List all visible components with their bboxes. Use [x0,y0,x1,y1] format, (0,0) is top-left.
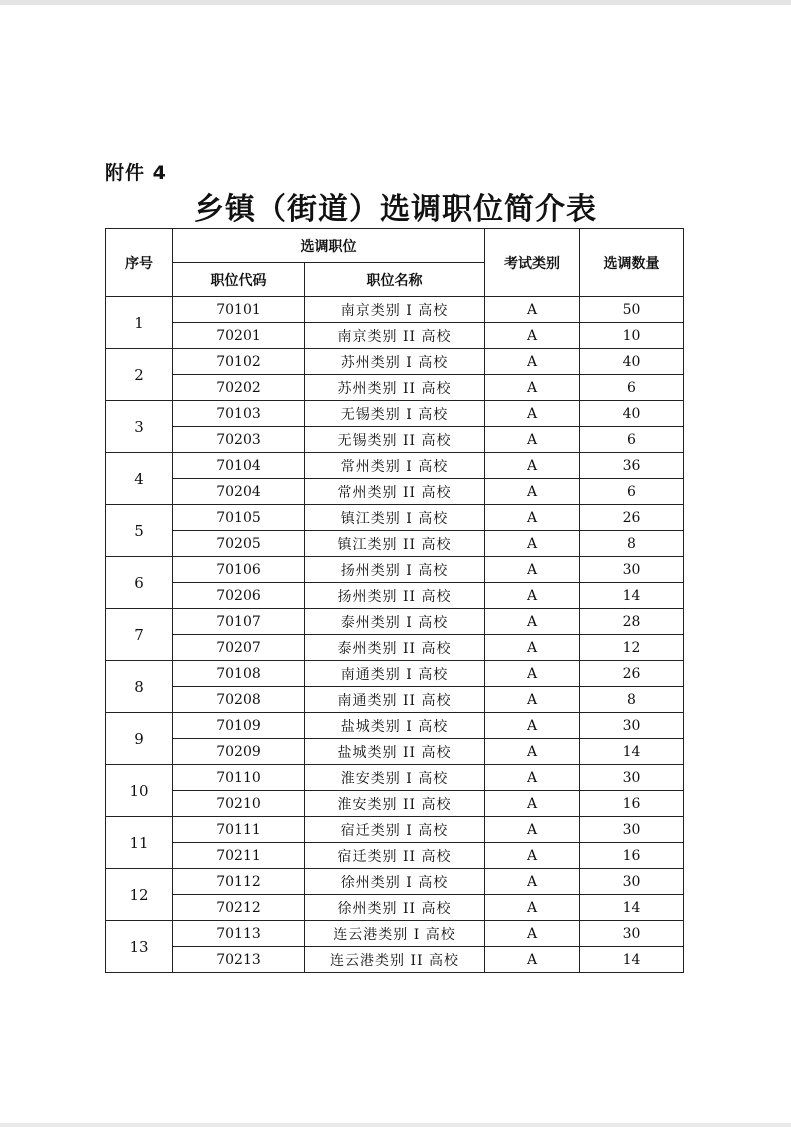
row-seq: 8 [106,661,173,713]
row-name: 苏州类别 II 高校 [305,375,485,401]
row-quota: 8 [580,531,684,557]
row-quota: 10 [580,323,684,349]
row-exam-type: A [485,401,580,427]
row-seq: 9 [106,713,173,765]
row-name: 连云港类别 II 高校 [305,947,485,973]
row-code: 70107 [173,609,305,635]
row-name: 南通类别 II 高校 [305,687,485,713]
row-quota: 14 [580,739,684,765]
row-quota: 36 [580,453,684,479]
row-quota: 30 [580,869,684,895]
row-code: 70210 [173,791,305,817]
table-body [106,297,684,973]
row-exam-type: A [485,921,580,947]
row-exam-type: A [485,687,580,713]
row-exam-type: A [485,427,580,453]
row-exam-type: A [485,843,580,869]
row-quota: 28 [580,609,684,635]
row-seq: 3 [106,401,173,453]
top-border [0,0,791,5]
row-name: 盐城类别 II 高校 [305,739,485,765]
header-quota: 选调数量 [580,229,684,297]
row-code: 70111 [173,817,305,843]
row-quota: 30 [580,713,684,739]
row-exam-type: A [485,297,580,323]
row-code: 70106 [173,557,305,583]
row-quota: 6 [580,479,684,505]
table-row [106,843,684,869]
row-exam-type: A [485,349,580,375]
header-exam-type: 考试类别 [485,229,580,297]
table-row [106,557,684,583]
row-quota: 16 [580,843,684,869]
row-code: 70104 [173,453,305,479]
row-code: 70109 [173,713,305,739]
row-name: 无锡类别 I 高校 [305,401,485,427]
table-row [106,687,684,713]
row-quota: 50 [580,297,684,323]
row-exam-type: A [485,947,580,973]
row-code: 70105 [173,505,305,531]
row-code: 70113 [173,921,305,947]
table-row [106,531,684,557]
row-quota: 14 [580,583,684,609]
table-row [106,791,684,817]
header-position-group: 选调职位 [173,229,485,263]
row-code: 70202 [173,375,305,401]
table-row [106,375,684,401]
row-quota: 14 [580,947,684,973]
table-row [106,921,684,947]
row-name: 无锡类别 II 高校 [305,427,485,453]
table-row [106,661,684,687]
table-row [106,895,684,921]
row-name: 盐城类别 I 高校 [305,713,485,739]
row-exam-type: A [485,557,580,583]
header-code: 职位代码 [173,263,305,297]
row-seq: 4 [106,453,173,505]
row-exam-type: A [485,661,580,687]
table-row [106,609,684,635]
row-name: 淮安类别 I 高校 [305,765,485,791]
row-quota: 40 [580,349,684,375]
row-exam-type: A [485,479,580,505]
table-row [106,453,684,479]
row-name: 苏州类别 I 高校 [305,349,485,375]
table-row [106,817,684,843]
row-name: 淮安类别 II 高校 [305,791,485,817]
page-title: 乡镇（街道）选调职位简介表 [194,192,597,227]
row-seq: 5 [106,505,173,557]
table-row [106,947,684,973]
row-name: 南通类别 I 高校 [305,661,485,687]
row-name: 镇江类别 I 高校 [305,505,485,531]
row-quota: 26 [580,505,684,531]
row-exam-type: A [485,791,580,817]
row-seq: 6 [106,557,173,609]
row-seq: 2 [106,349,173,401]
row-code: 70112 [173,869,305,895]
row-code: 70204 [173,479,305,505]
row-exam-type: A [485,895,580,921]
row-name: 镇江类别 II 高校 [305,531,485,557]
row-quota: 12 [580,635,684,661]
row-seq: 1 [106,297,173,349]
table-row [106,739,684,765]
row-quota: 30 [580,921,684,947]
row-code: 70213 [173,947,305,973]
row-quota: 8 [580,687,684,713]
header-seq: 序号 [106,229,173,297]
table-row [106,479,684,505]
row-name: 泰州类别 II 高校 [305,635,485,661]
row-quota: 30 [580,765,684,791]
row-exam-type: A [485,713,580,739]
positions-table [105,228,684,973]
row-quota: 6 [580,427,684,453]
row-exam-type: A [485,869,580,895]
attachment-label: 附件 4 [105,162,167,184]
row-exam-type: A [485,323,580,349]
bottom-border [0,1123,791,1127]
row-seq: 12 [106,869,173,921]
row-code: 70208 [173,687,305,713]
row-code: 70211 [173,843,305,869]
row-code: 70206 [173,583,305,609]
row-code: 70101 [173,297,305,323]
row-exam-type: A [485,635,580,661]
row-quota: 16 [580,791,684,817]
row-code: 70102 [173,349,305,375]
row-quota: 26 [580,661,684,687]
row-quota: 14 [580,895,684,921]
row-quota: 30 [580,557,684,583]
table-row [106,869,684,895]
row-exam-type: A [485,453,580,479]
row-exam-type: A [485,765,580,791]
row-seq: 11 [106,817,173,869]
row-name: 扬州类别 I 高校 [305,557,485,583]
header-name: 职位名称 [305,263,485,297]
row-code: 70201 [173,323,305,349]
row-name: 宿迁类别 II 高校 [305,843,485,869]
row-quota: 40 [580,401,684,427]
table-row [106,427,684,453]
row-seq: 7 [106,609,173,661]
row-code: 70103 [173,401,305,427]
table-row [106,323,684,349]
table-row [106,505,684,531]
table-row [106,713,684,739]
row-code: 70209 [173,739,305,765]
row-exam-type: A [485,583,580,609]
row-seq: 13 [106,921,173,973]
table-row [106,401,684,427]
row-name: 徐州类别 II 高校 [305,895,485,921]
row-quota: 30 [580,817,684,843]
table-row [106,765,684,791]
row-code: 70108 [173,661,305,687]
row-seq: 10 [106,765,173,817]
row-exam-type: A [485,505,580,531]
table-row [106,297,684,323]
row-name: 徐州类别 I 高校 [305,869,485,895]
row-exam-type: A [485,609,580,635]
row-code: 70203 [173,427,305,453]
row-name: 南京类别 II 高校 [305,323,485,349]
row-code: 70212 [173,895,305,921]
row-exam-type: A [485,531,580,557]
row-exam-type: A [485,375,580,401]
row-name: 宿迁类别 I 高校 [305,817,485,843]
row-name: 常州类别 I 高校 [305,453,485,479]
row-name: 南京类别 I 高校 [305,297,485,323]
row-code: 70205 [173,531,305,557]
row-quota: 6 [580,375,684,401]
table-row [106,635,684,661]
table-row [106,349,684,375]
row-name: 泰州类别 I 高校 [305,609,485,635]
row-exam-type: A [485,817,580,843]
table-row [106,583,684,609]
row-exam-type: A [485,739,580,765]
row-name: 常州类别 II 高校 [305,479,485,505]
row-code: 70207 [173,635,305,661]
row-name: 连云港类别 I 高校 [305,921,485,947]
row-name: 扬州类别 II 高校 [305,583,485,609]
row-code: 70110 [173,765,305,791]
